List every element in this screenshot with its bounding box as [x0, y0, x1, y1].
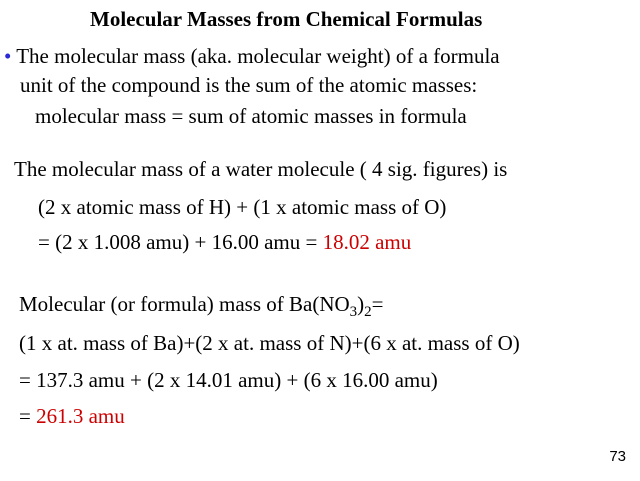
subscript-3: 3 [349, 304, 358, 320]
bullet-marker: • [4, 44, 12, 68]
water-calculation [38, 230, 411, 254]
barium-nitrate-result-line [19, 404, 125, 428]
barium-nitrate-expression: (1 x at. mass of Ba)+(2 x at. mass of N)+(6 x at. mass of O) [19, 331, 520, 355]
bullet-line-2: unit of the compound is the sum of the atomic masses: [20, 73, 478, 97]
intro-suffix: = [371, 292, 384, 316]
water-intro: The molecular mass of a water molecule ( 4 sig. figures) is [14, 157, 508, 181]
result-prefix: = [19, 404, 37, 428]
water-result: 18.02 amu [322, 230, 412, 254]
page-number: 73 [609, 448, 626, 465]
subscript-2: 2 [364, 304, 372, 320]
intro-paren: ) [357, 292, 365, 316]
water-calc-text: = (2 x 1.008 amu) + 16.00 amu = [38, 230, 323, 254]
water-expression: (2 x atomic mass of H) + (1 x atomic mass of O) [38, 195, 447, 219]
barium-nitrate-result: 261.3 amu [36, 404, 125, 428]
bullet-text-1: The molecular mass (aka. molecular weight) of a formula [16, 44, 500, 68]
intro-prefix: Molecular (or formula) mass of Ba(NO [19, 292, 350, 316]
barium-nitrate-intro [19, 292, 384, 324]
barium-nitrate-calculation: = 137.3 amu + (2 x 14.01 amu) + (6 x 16.00 amu) [19, 368, 438, 392]
bullet-line-1 [4, 44, 500, 68]
slide-title: Molecular Masses from Chemical Formulas [90, 7, 483, 31]
bullet-line-3: molecular mass = sum of atomic masses in formula [35, 104, 467, 128]
